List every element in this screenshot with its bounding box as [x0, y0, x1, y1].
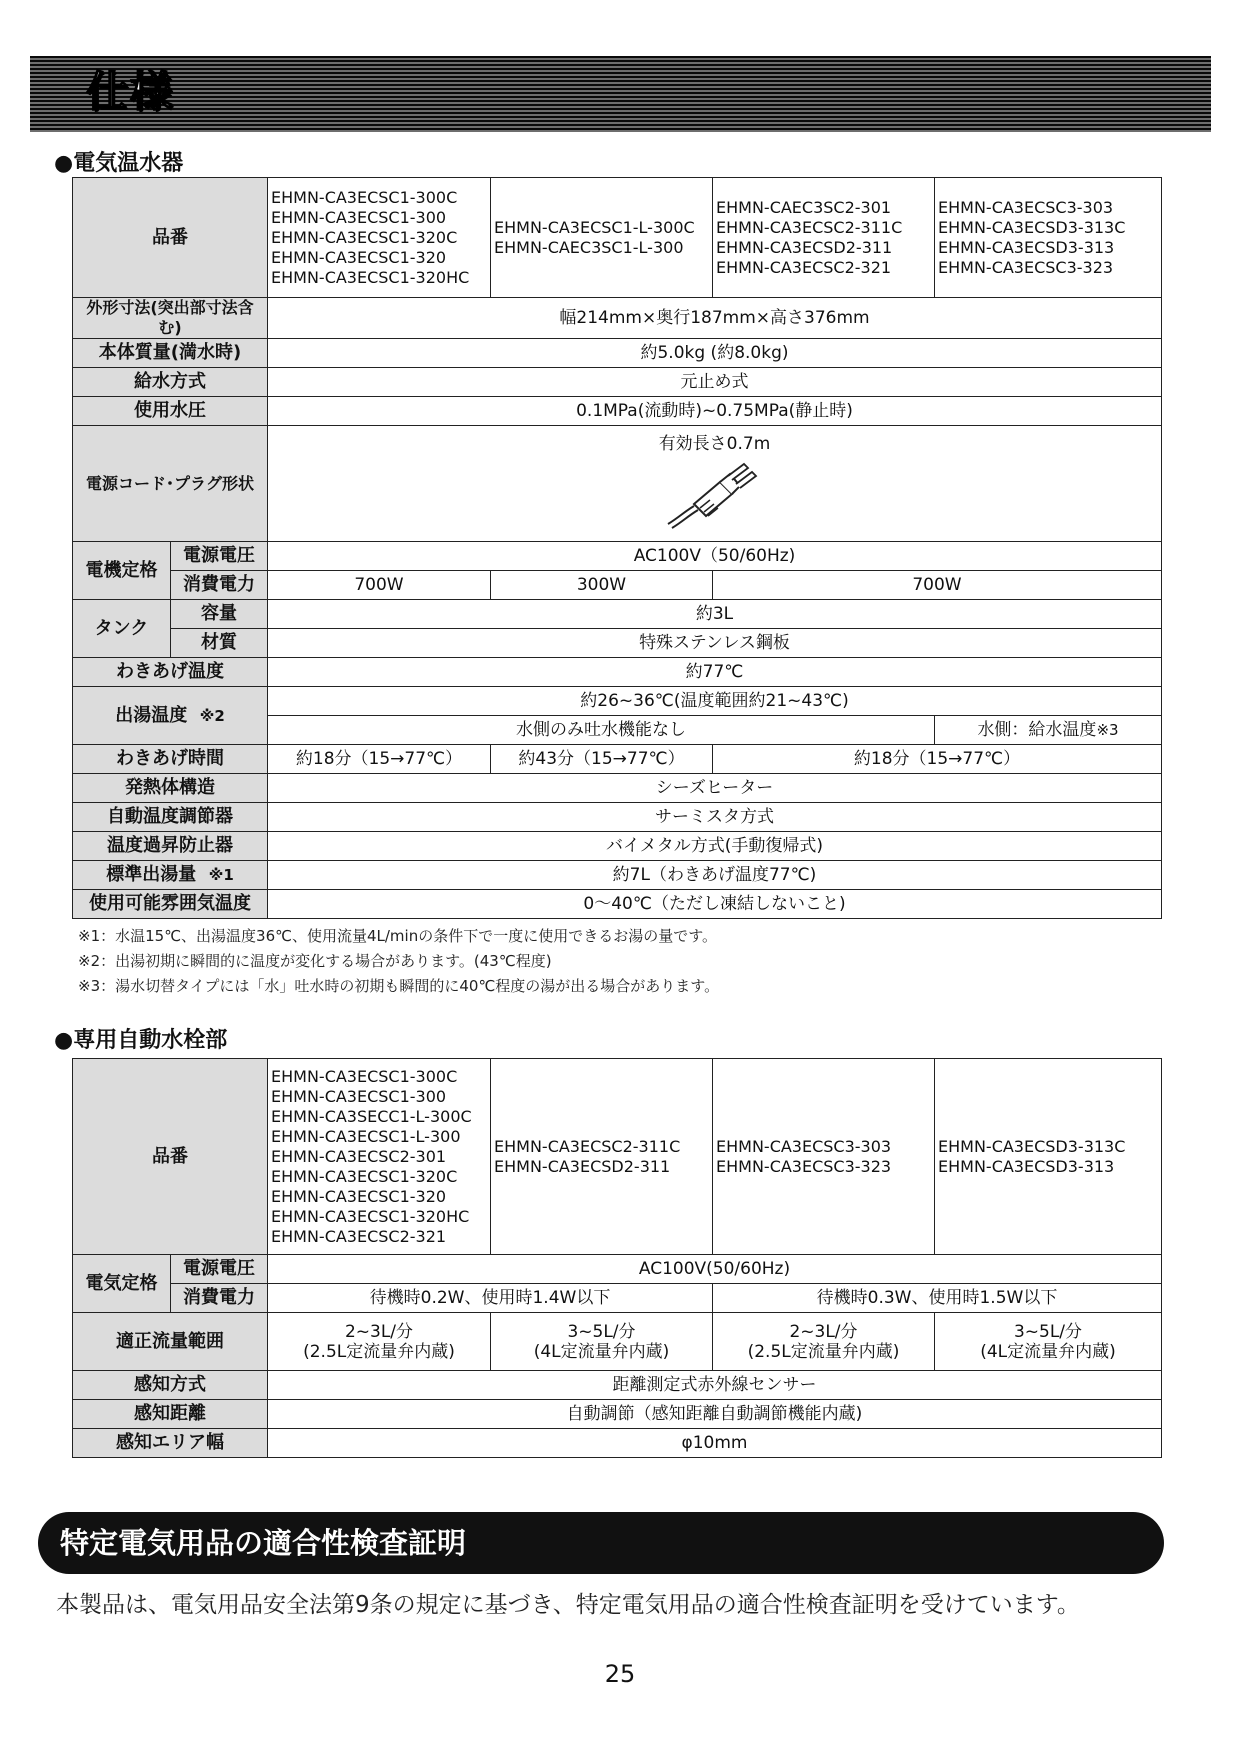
- faucet-model-cell-1: EHMN-CA3ECSC1-300C EHMN-CA3ECSC1-300 EHMN-CA3SECC1-L-300C EHMN-CA3ECSC1-L-300 EHMN-CA3ECSC2-301 EHMN-CA3ECSC1-320C EHMN-CA3ECSC1-320 EHMN-CA3ECSC1-320HC EHMN-CA3ECSC2-321: [268, 1059, 491, 1255]
- label-voltage-2: 電源電圧: [171, 1255, 268, 1284]
- label-capacity: 容量: [171, 600, 268, 629]
- value-power-3: 700W: [713, 571, 1162, 600]
- label-dimensions: 外形寸法(突出部寸法含む): [73, 298, 268, 339]
- outlet-temp-note: ※2: [199, 706, 225, 725]
- value-thermostat: サーミスタ方式: [268, 803, 1162, 832]
- faucet-model-cell-3: EHMN-CA3ECSC3-303 EHMN-CA3ECSC3-323: [713, 1059, 935, 1255]
- label-water-supply: 給水方式: [73, 368, 268, 397]
- certification-title: 特定電気用品の適合性検査証明: [60, 1526, 467, 1560]
- value-boil-time-2: 約43分（15→77℃）: [491, 745, 713, 774]
- value-material: 特殊ステンレス鋼板: [268, 629, 1162, 658]
- power-plug-icon: [271, 460, 1158, 535]
- label-model-2: 品番: [73, 1059, 268, 1255]
- label-std-output: 標準出湯量 $^{※1}$: [73, 861, 268, 890]
- label-tank: タンク: [73, 600, 171, 658]
- page-number: 25: [604, 1660, 636, 1688]
- value-power-2: 300W: [491, 571, 713, 600]
- label-overheat: 温度過昇防止器: [73, 832, 268, 861]
- value-distance: 自動調節（感知距離自動調節機能内蔵): [268, 1400, 1162, 1429]
- label-material: 材質: [171, 629, 268, 658]
- certification-text: 本製品は、電気用品安全法第9条の規定に基づき、特定電気用品の適合性検査証明を受けています。: [56, 1592, 1080, 1618]
- value-heater: シーズヒーター: [268, 774, 1162, 803]
- header-bar: [30, 56, 1211, 132]
- value-std-output: 約7L（わきあげ温度77℃): [268, 861, 1162, 890]
- page-title: 仕様: [86, 67, 175, 116]
- model-cell-2: EHMN-CA3ECSC1-L-300C EHMN-CAEC3SC1-L-300: [491, 178, 713, 298]
- value-dimensions: 幅214mm×奥行187mm×高さ376mm: [268, 298, 1162, 339]
- value-flow-4: 3~5L/分 (4L定流量弁内蔵): [935, 1313, 1162, 1371]
- cord-length: 有効長さ0.7m: [658, 434, 771, 454]
- faucet-model-cell-4: EHMN-CA3ECSD3-313C EHMN-CA3ECSD3-313: [935, 1059, 1162, 1255]
- certification-title-bar: [38, 1512, 1164, 1574]
- faucet-spec-table: [72, 1058, 1162, 1458]
- faucet-model-cell-2: EHMN-CA3ECSC2-311C EHMN-CA3ECSD2-311: [491, 1059, 713, 1255]
- value-flow-2: 3~5L/分 (4L定流量弁内蔵): [491, 1313, 713, 1371]
- value-cord: [268, 426, 1162, 542]
- value-flow-1: 2~3L/分 (2.5L定流量弁内蔵): [268, 1313, 491, 1371]
- label-outlet-temp: 出湯温度 $^{※2}$: [73, 687, 268, 745]
- value-power-2b: 待機時0.3W、使用時1.5W以下: [713, 1284, 1162, 1313]
- model-cell-4: EHMN-CA3ECSC3-303 EHMN-CA3ECSD3-313C EHMN-CA3ECSD3-313 EHMN-CA3ECSC3-323: [935, 178, 1162, 298]
- water-heater-spec-table: [72, 177, 1162, 919]
- label-heater: 発熱体構造: [73, 774, 268, 803]
- section-title-water-heater: ●電気温水器: [54, 151, 184, 176]
- section-title-faucet: ●専用自動水栓部: [54, 1028, 228, 1053]
- note-3: ※3：湯水切替タイプには「水」吐水時の初期も瞬間的に40℃程度の湯が出る場合があります。: [78, 977, 720, 995]
- label-mass: 本体質量(満水時): [73, 339, 268, 368]
- label-sensing: 感知方式: [73, 1371, 268, 1400]
- value-outlet-b: 水側：給水温度※3: [935, 716, 1162, 745]
- value-voltage-2: AC100V(50/60Hz): [268, 1255, 1162, 1284]
- label-power-2: 消費電力: [171, 1284, 268, 1313]
- label-thermostat: 自動温度調節器: [73, 803, 268, 832]
- label-boil-temp: わきあげ温度: [73, 658, 268, 687]
- value-capacity: 約3L: [268, 600, 1162, 629]
- value-ambient: 0～40℃（ただし凍結しないこと): [268, 890, 1162, 919]
- model-cell-1: EHMN-CA3ECSC1-300C EHMN-CA3ECSC1-300 EHMN-CA3ECSC1-320C EHMN-CA3ECSC1-320 EHMN-CA3ECSC1-320HC: [268, 178, 491, 298]
- value-outlet-a: 水側のみ吐水機能なし: [268, 716, 935, 745]
- label-flow: 適正流量範囲: [73, 1313, 268, 1371]
- label-area: 感知エリア幅: [73, 1429, 268, 1458]
- label-pressure: 使用水圧: [73, 397, 268, 426]
- label-voltage: 電源電圧: [171, 542, 268, 571]
- label-ambient: 使用可能雰囲気温度: [73, 890, 268, 919]
- model-cell-3: EHMN-CAEC3SC2-301 EHMN-CA3ECSC2-311C EHMN-CA3ECSD2-311 EHMN-CA3ECSC2-321: [713, 178, 935, 298]
- note-2: ※2：出湯初期に瞬間的に温度が変化する場合があります。(43℃程度): [78, 952, 552, 970]
- value-boil-temp: 約77℃: [268, 658, 1162, 687]
- label-distance: 感知距離: [73, 1400, 268, 1429]
- value-boil-time-3: 約18分（15→77℃）: [713, 745, 1162, 774]
- value-water-supply: 元止め式: [268, 368, 1162, 397]
- value-voltage: AC100V（50/60Hz): [268, 542, 1162, 571]
- value-sensing: 距離測定式赤外線センサー: [268, 1371, 1162, 1400]
- value-overheat: バイメタル方式(手動復帰式): [268, 832, 1162, 861]
- value-mass: 約5.0kg (約8.0kg): [268, 339, 1162, 368]
- value-pressure: 0.1MPa(流動時)~0.75MPa(静止時): [268, 397, 1162, 426]
- value-flow-3: 2~3L/分 (2.5L定流量弁内蔵): [713, 1313, 935, 1371]
- label-rating-2: 電気定格: [73, 1255, 171, 1313]
- value-outlet-temp: 約26~36℃(温度範囲約21~43℃): [268, 687, 1162, 716]
- label-cord: 電源コード･プラグ形状: [73, 426, 268, 542]
- value-boil-time-1: 約18分（15→77℃）: [268, 745, 491, 774]
- value-area: φ10mm: [268, 1429, 1162, 1458]
- value-power-2a: 待機時0.2W、使用時1.4W以下: [268, 1284, 713, 1313]
- note-1: ※1：水温15℃、出湯温度36℃、使用流量4L/minの条件下で一度に使用できるお湯の量です。: [78, 927, 718, 945]
- std-output-note: ※1: [208, 866, 234, 884]
- label-model: 品番: [73, 178, 268, 298]
- label-power: 消費電力: [171, 571, 268, 600]
- value-power-1: 700W: [268, 571, 491, 600]
- label-boil-time: わきあげ時間: [73, 745, 268, 774]
- label-rating: 電機定格: [73, 542, 171, 600]
